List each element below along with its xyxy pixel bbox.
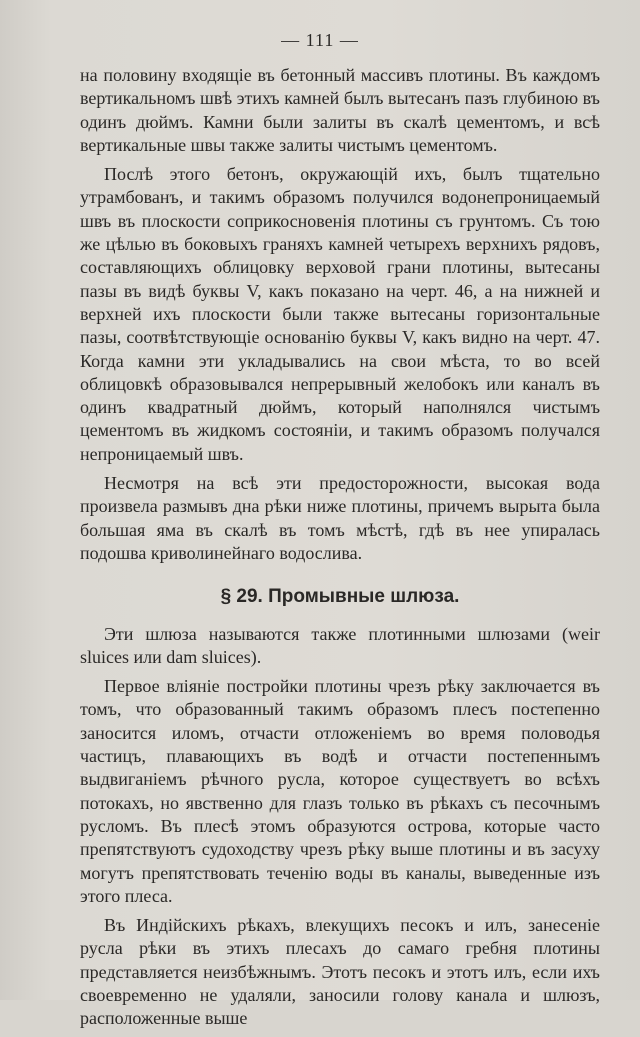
paragraph: Эти шлюза называются также плотинными шлюзами (weir sluices или dam sluices).: [80, 623, 600, 667]
paragraph: Въ Индійскихъ рѣкахъ, влекущихъ песокъ и илъ, занесеніе русла рѣки въ этихъ плесахъ до самаго гребня плотины представляется неизбѣжнымъ. Этотъ песокъ и этотъ илъ, если ихъ своевременно не удаляли, заносили голову канала и шлюзъ, расположенные выше: [80, 915, 600, 1029]
page-body: [80, 64, 600, 1037]
section-heading: § 29. Промывные шлюза.: [220, 586, 460, 608]
paragraph: Послѣ этого бетонъ, окружающій ихъ, былъ тщательно утрамбованъ, и такимъ образомъ получился водонепроницаемый швъ въ плоскости соприкосновенія плотины съ грунтомъ. Съ тою же цѣлью въ боковыхъ граняхъ камней четырехъ верхнихъ рядовъ, составляющихъ облицовку верховой грани плотины, вытесаны пазы въ видѣ буквы V, какъ показано на черт. 46, а на нижней и верхней ихъ плоскости были также вытесаны горизонтальные пазы, соотвѣтствующіе основанію буквы V, какъ видно на черт. 47. Когда камни эти укладывались на свои мѣста, то во всей облицовкѣ образовывался непрерывный желобокъ или каналъ въ одинъ квадратный дюймъ, который наполнялся чистымъ цементомъ въ жидкомъ состояніи, и такимъ образомъ получался непроницаемый швъ.: [80, 164, 600, 464]
paragraph: Первое вліяніе постройки плотины чрезъ рѣку заключается въ томъ, что образованный такимъ образомъ плесъ постепенно заносится иломъ, отчасти отложеніемъ во время половодья частицъ, плавающихъ въ водѣ и отчасти постепеннымъ выдвиганіемъ рѣчного русла, которое существуетъ во всѣхъ потокахъ, но явственно для глазъ только въ рѣкахъ съ песочнымъ русломъ. Въ плесѣ этомъ образуются острова, которые часто препятствуютъ судоходству чрезъ рѣку выше плотины и въ засуху могутъ препятствовать теченію воды въ каналы, выведенные изъ этого плеса.: [80, 676, 600, 906]
paragraph: Несмотря на всѣ эти предосторожности, высокая вода произвела размывъ дна рѣки ниже плотины, причемъ вырыта была большая яма въ скалѣ въ томъ мѣстѣ, гдѣ въ нее упиралась подошва криволинейнаго водослива.: [80, 473, 600, 563]
page-number: — 111 —: [281, 30, 359, 50]
paragraph-continued: на половину входящіе въ бетонный массивъ плотины. Въ каждомъ вертикальномъ швѣ этихъ камней былъ вытесанъ пазъ глубиною въ одинъ дюймъ. Камни были залиты въ скалѣ цементомъ, и всѣ вертикальные швы также залиты чистымъ цементомъ.: [80, 65, 600, 155]
